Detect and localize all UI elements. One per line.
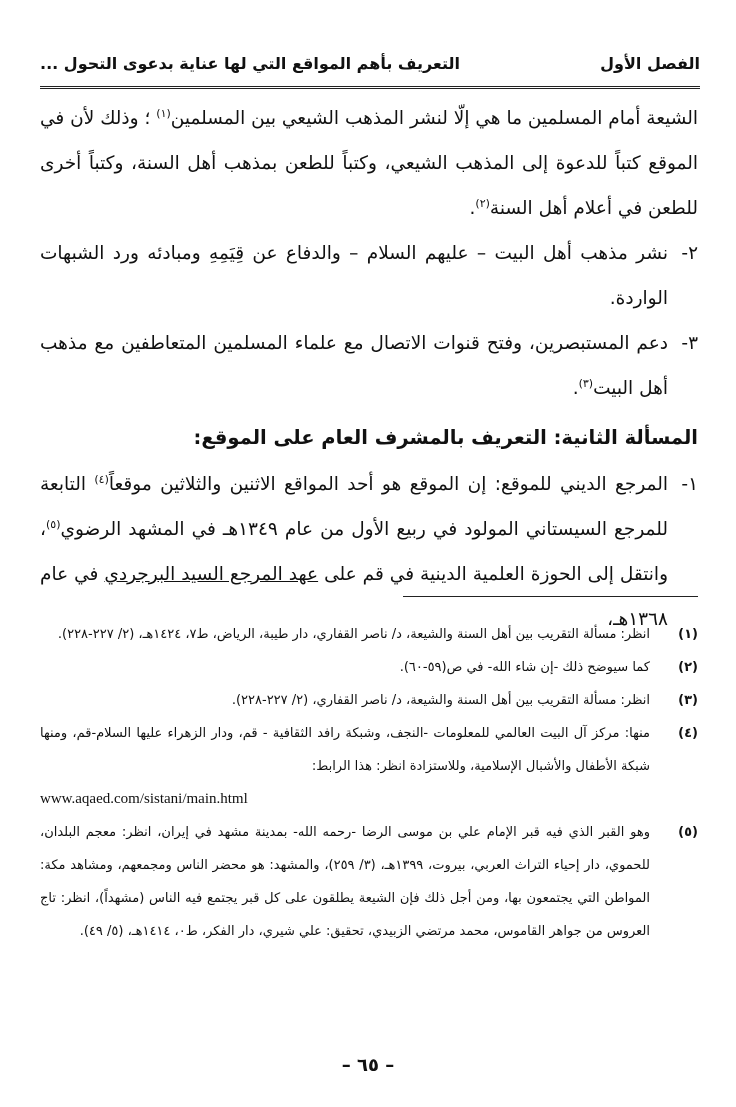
- footnote-1: [40, 618, 698, 651]
- footnote-2: [40, 651, 698, 684]
- text-run: ؛ وذلك لأن في الموقع كتباً للدعوة إلى المذهب الشيعي، وكتباً للطعن بمذهب أهل السنة، وكتباً أخرى للطعن في أعلام أهل السنة: [40, 108, 698, 219]
- list-item-3: [40, 321, 698, 411]
- list-number: ١-: [681, 474, 698, 495]
- list-text: نشر مذهب أهل البيت – عليهم السلام – والدفاع عن قِيَمِهِ ومبادئه ورد الشبهات الواردة.: [40, 243, 668, 309]
- section-heading: المسألة الثانية: التعريف بالمشرف العام على الموقع:: [193, 426, 698, 449]
- footnote-text: انظر: مسألة التقريب بين أهل السنة والشيعة، د/ ناصر القفاري، دار طيبة، الرياض، ط٧، ١٤٢٤هـ، (٢/ ٢٢٧-٢٢٨).: [57, 627, 650, 642]
- footnote-ref-4[interactable]: (٤): [94, 472, 109, 486]
- list-item-1: [40, 462, 698, 642]
- footnote-number: (١): [678, 627, 698, 642]
- underlined-text: عهد المرجع السيد البرجردي: [104, 564, 319, 585]
- page-number: – ٦٥ –: [341, 1055, 395, 1076]
- text-run: .: [469, 198, 476, 219]
- footnote-ref-5[interactable]: (٥): [45, 517, 61, 531]
- list-text: [40, 321, 668, 411]
- footnote-ref-1[interactable]: (١): [156, 106, 171, 120]
- list-number: ٢-: [681, 243, 698, 264]
- text-run: التابعة للمرجع السيستاني المولود في ربيع الأول من عام ١٣٤٩هـ في المشهد الرضوي: [40, 474, 668, 540]
- footnote-text: انظر: مسألة التقريب بين أهل السنة والشيعة، د/ ناصر القفاري، (٢/ ٢٢٧-٢٢٨).: [231, 693, 650, 708]
- text-run: دعم المستبصرين، وفتح قنوات الاتصال مع علماء المسلمين المتعاطفين مع مذهب أهل البيت: [40, 333, 668, 399]
- footnote-separator: [403, 596, 698, 597]
- list-number: ٣-: [681, 333, 698, 354]
- list-item-2: [40, 231, 698, 321]
- footnote-text: [40, 717, 650, 816]
- paragraph-continuation: [40, 96, 698, 231]
- footnote-number: (٣): [678, 693, 698, 708]
- text-run: الشيعة أمام المسلمين ما هي إلّا لنشر المذهب الشيعي بين المسلمين: [170, 108, 699, 129]
- footnote-number: (٥): [678, 825, 698, 840]
- footnote-3: [40, 684, 698, 717]
- text-run: .: [572, 378, 579, 399]
- chapter-title: الفصل الأول: [600, 54, 700, 73]
- footnote-ref-3[interactable]: (٣): [578, 376, 594, 390]
- footnote-ref-2[interactable]: (٢): [475, 196, 490, 210]
- footnote-number: (٢): [678, 660, 698, 675]
- footnote-text: كما سيوضح ذلك -إن شاء الله- في ص(٥٩-٦٠).: [399, 660, 650, 675]
- text-run: في عام ١٣٦٨هـ،: [40, 564, 668, 630]
- list-text: [40, 462, 668, 642]
- text-run: ، وانتقل إلى الحوزة العلمية الدينية في قم على: [40, 519, 669, 585]
- body-text: [40, 96, 698, 642]
- footnote-link[interactable]: www.aqaed.com/sistani/main.html: [40, 791, 248, 807]
- footnote-number: (٤): [678, 726, 698, 741]
- footnote-text: وهو القبر الذي فيه قبر الإمام علي بن موسى الرضا -رحمه الله- بمدينة مشهد في إيران، انظر: معجم البلدان، للحموي، دار إحياء التراث العربي، بيروت، ١٣٩٩هـ، (٣/ ٢٥٩)، والمشهد: هو محضر الناس ومجمعهم، ومشاهد مكة: المواطن التي يجتمعون بها، ومن أجل ذلك فإن الشيعة يطلقون على كل قبر يجتمع فيه الناس (مشهداً)، انظر: تاج العروس من جواهر القاموس، محمد مرتضي الزبيدي، تحقيق: علي شيري، دار الفكر، ط٠، ١٤١٤هـ، (٥/ ٤٩).: [40, 825, 650, 939]
- text-run: المرجع الديني للموقع: إن الموقع هو أحد المواقع الاثنين والثلاثين موقعاً: [108, 474, 668, 495]
- running-header: [40, 46, 700, 89]
- footnote-4: [40, 717, 698, 816]
- footnote-5: [40, 816, 698, 948]
- footnotes: [40, 618, 698, 948]
- footnote-text-run: منها: مركز آل البيت العالمي للمعلومات -النجف، وشبكة رافد الثقافية - قم، ودار الزهراء عليها السلام-قم، ومنها شبكة الأطفال والأشبال الإسلامية، وللاستزادة انظر: هذا الرابط:: [40, 726, 650, 774]
- running-title: التعريف بأهم المواقع التي لها عناية بدعوى التحول ...: [40, 54, 460, 73]
